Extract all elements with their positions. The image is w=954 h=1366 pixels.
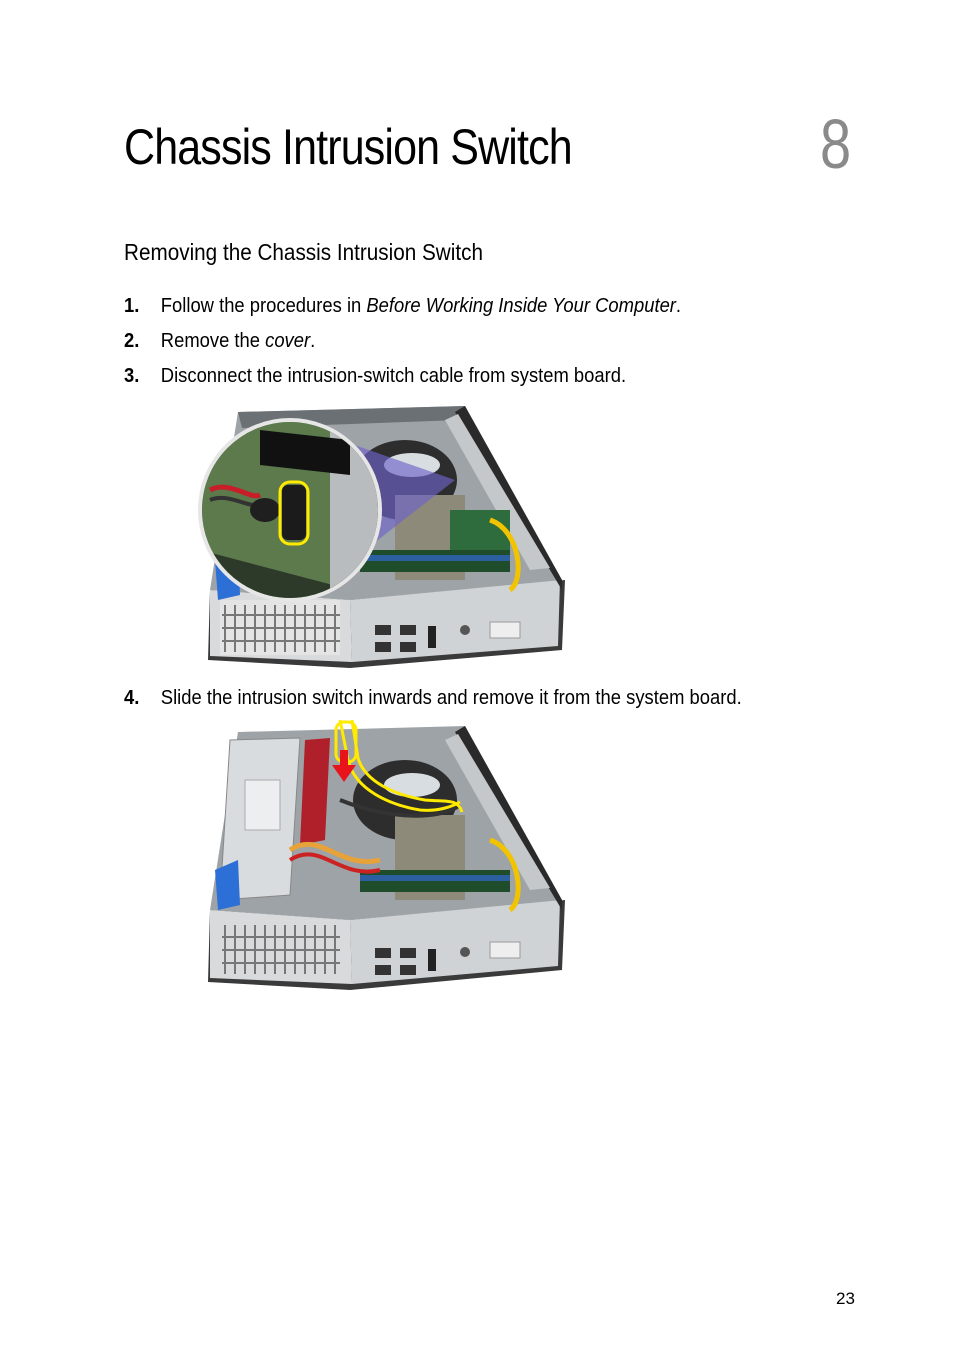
- step-number: 2.: [124, 330, 140, 352]
- intrusion-switch-removal-figure: [190, 720, 565, 992]
- section-heading: Removing the Chassis Intrusion Switch: [124, 239, 483, 265]
- step-text: Slide the intrusion switch inwards and remove it from the system board.: [160, 687, 742, 709]
- chapter-title: Chassis Intrusion Switch: [124, 119, 572, 175]
- step-number: 1.: [124, 295, 140, 317]
- step-number: 4.: [124, 687, 140, 709]
- page-number: 23: [836, 1289, 855, 1308]
- step-text-part: .: [675, 295, 682, 317]
- step-text: [161, 330, 315, 353]
- step-text-part: .: [310, 330, 316, 352]
- step-number: 3.: [124, 365, 140, 387]
- step-text-part: Follow the procedures in: [160, 295, 367, 317]
- intrusion-switch-cable-figure: [190, 400, 565, 670]
- cover-link[interactable]: cover: [265, 330, 311, 352]
- before-working-link[interactable]: Before Working Inside Your Computer: [366, 295, 676, 317]
- chapter-number: 8: [820, 105, 852, 183]
- step-text: [161, 295, 681, 318]
- step-text: Disconnect the intrusion-switch cable from system board.: [160, 365, 627, 387]
- step-text-part: Remove the: [160, 330, 266, 352]
